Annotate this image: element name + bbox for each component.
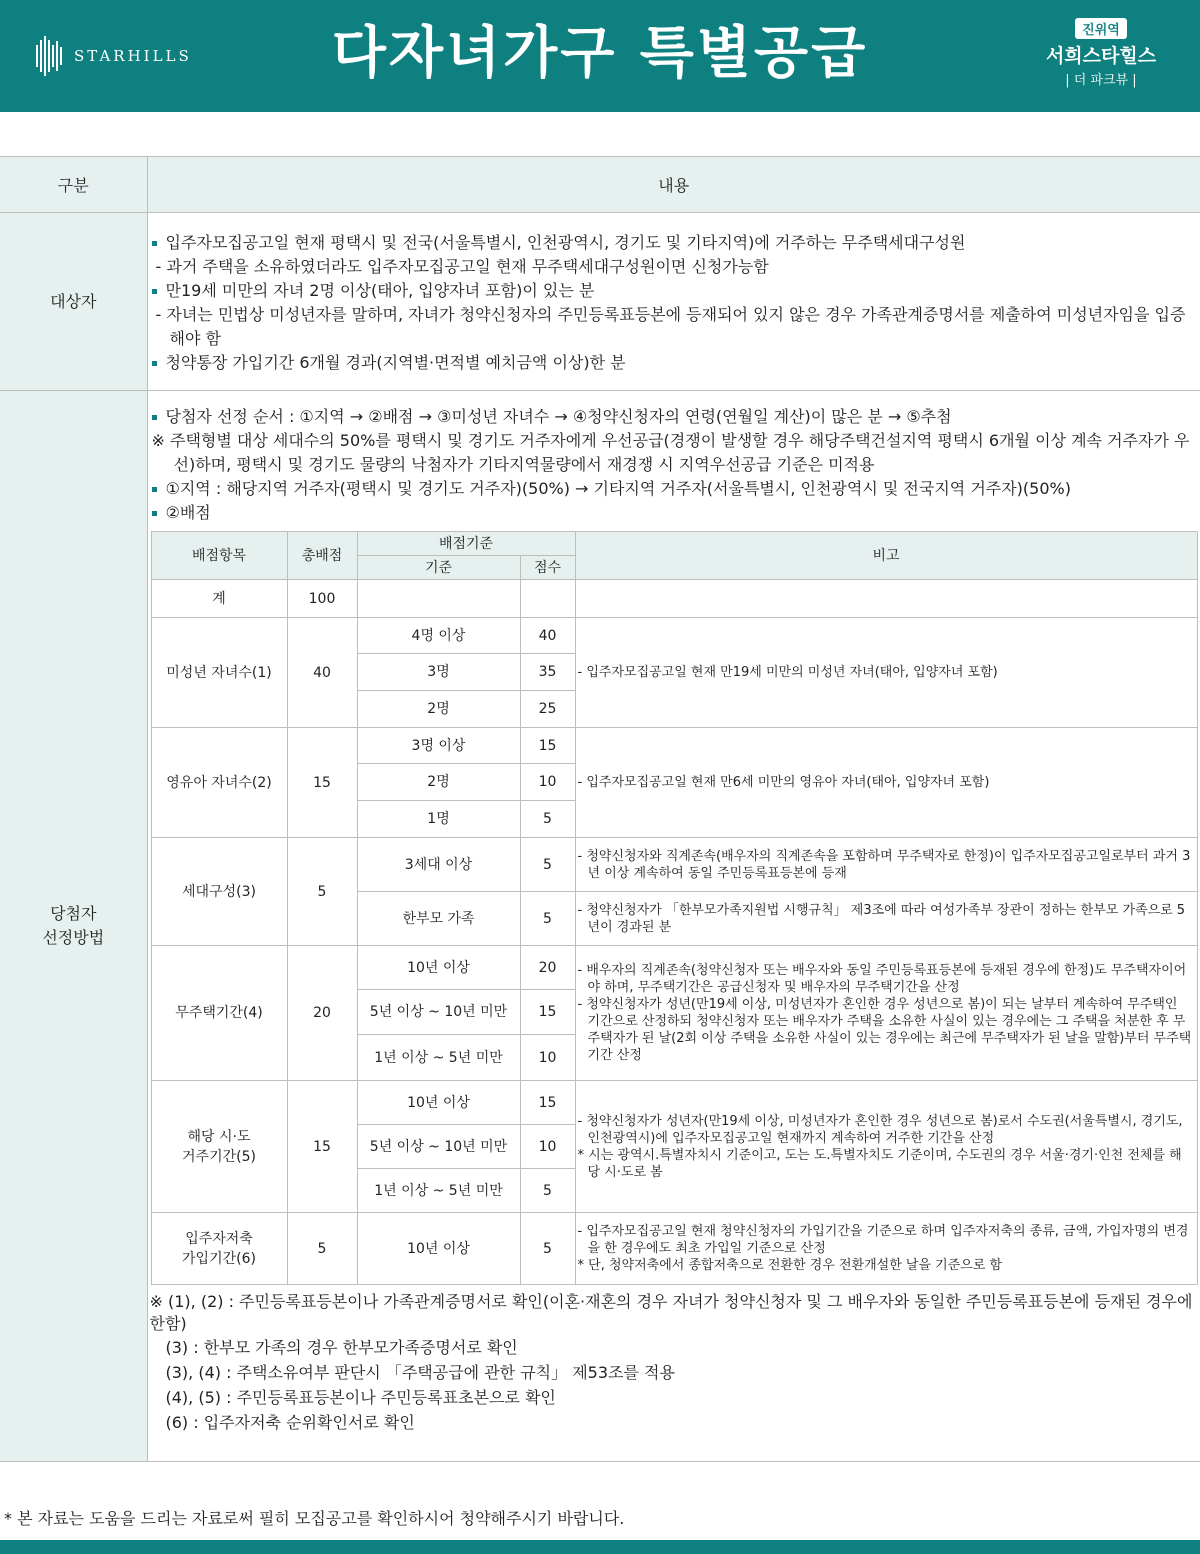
selection-label: 당첨자 선정방법	[0, 391, 147, 1462]
target-line: 만19세 미만의 자녀 2명 이상(태아, 입양자녀 포함)이 있는 분	[148, 279, 1200, 303]
score-criteria: 5년 이상 ~ 10년 미만	[357, 1125, 520, 1169]
score-total: 15	[287, 1081, 357, 1213]
target-line: 청약통장 가입기간 6개월 경과(지역별·면적별 예치금액 이상)한 분	[148, 351, 1200, 375]
score-total: 5	[287, 1213, 357, 1285]
footer-note: * 본 자료는 도움을 드리는 자료로써 필히 모집공고를 확인하시어 청약해주시기 바랍니다.	[4, 1509, 625, 1528]
score-header-criteria: 기준	[357, 556, 520, 580]
selection-notes	[148, 1291, 1200, 1435]
score-value: 35	[520, 654, 575, 691]
score-criteria: 10년 이상	[357, 946, 520, 990]
score-value: 5	[520, 838, 575, 892]
brand-block	[1026, 18, 1176, 88]
score-remark: - 청약신청자와 직계존속(배우자의 직계존속을 포함하며 무주택자로 한정)이 입주자모집공고일로부터 과거 3년 이상 계속하여 동일 주민등록표등본에 등재	[575, 838, 1197, 892]
score-header-total: 총배점	[287, 532, 357, 580]
score-value: 5	[520, 1169, 575, 1213]
score-criteria: 한부모 가족	[357, 892, 520, 946]
selection-note: ※ 주택형별 대상 세대수의 50%를 평택시 및 경기도 거주자에게 우선공급(경쟁이 발생할 경우 해당주택건설지역 평택시 6개월 이상 계속 거주자가 우선)하며, 평택시 및 경기도 물량의 낙첨자가 기타지역물량에서 재경쟁 시 지역우선공급 기준은 미적용	[151, 431, 1190, 474]
score-remark: - 입주자모집공고일 현재 만19세 미만의 미성년 자녀(태아, 입양자녀 포함)	[575, 618, 1197, 728]
score-criteria: 2명	[357, 764, 520, 801]
selection-content	[147, 391, 1200, 1462]
selection-note: ※ (1), (2) : 주민등록표등본이나 가족관계증명서로 확인(이혼·재혼의 경우 자녀가 청약신청자 및 그 배우자와 동일한 주민등록표등본에 등재된 경우에 한함)	[149, 1292, 1193, 1333]
score-item: 미성년 자녀수(1)	[151, 618, 287, 728]
logo-text: STARHILLS	[74, 47, 192, 65]
score-value: 40	[520, 618, 575, 654]
score-total: 5	[287, 838, 357, 946]
col-header-content: 내용	[147, 157, 1200, 213]
total-row-item: 계	[151, 580, 287, 618]
score-item: 해당 시·도 거주기간(5)	[151, 1081, 287, 1213]
station-badge: 진위역	[1075, 18, 1127, 39]
score-criteria: 5년 이상 ~ 10년 미만	[357, 990, 520, 1035]
score-value: 10	[520, 1035, 575, 1081]
score-criteria: 1년 이상 ~ 5년 미만	[357, 1035, 520, 1081]
score-value: 5	[520, 892, 575, 946]
score-value: 15	[520, 728, 575, 764]
selection-note: (4), (5) : 주민등록표등본이나 주민등록표초본으로 확인	[165, 1388, 556, 1407]
score-remark: - 입주자모집공고일 현재 만6세 미만의 영유아 자녀(태아, 입양자녀 포함)	[575, 728, 1197, 838]
score-value: 10	[520, 764, 575, 801]
score-criteria: 1년 이상 ~ 5년 미만	[357, 1169, 520, 1213]
target-label: 대상자	[0, 213, 147, 391]
target-line: 입주자모집공고일 현재 평택시 및 전국(서울특별시, 인천광역시, 경기도 및 기타지역)에 거주하는 무주택세대구성원	[148, 231, 1200, 255]
score-criteria: 3세대 이상	[357, 838, 520, 892]
score-item: 무주택기간(4)	[151, 946, 287, 1081]
score-value: 15	[520, 1081, 575, 1125]
score-header-criteria-group: 배점기준	[357, 532, 575, 556]
score-remark: - 배우자의 직계존속(청약신청자 또는 배우자와 동일 주민등록표등본에 등재된 경우에 한정)도 무주택자이어야 하며, 무주택기간은 공급신청자 및 배우자의 무주택기간을 산정 - 청약신청자가 성년(만19세 이상, 미성년자가 혼인한 경우 성년으로 봄)이 되는 날부터 계속하여 무주택인 기간으로 산정하되 청약신청자 또는 배우자가 주택을 소유한 사실이 있는 경우에는 그 주택을 처분한 후 무주택자가 된 날(2회 이상 주택을 소유한 사실이 있는 경우에는 최근에 무주택자가 된 날을 말함)부터 무주택 기간 산정	[575, 946, 1197, 1081]
score-total: 40	[287, 618, 357, 728]
target-line: - 과거 주택을 소유하였더라도 입주자모집공고일 현재 무주택세대구성원이면 신청가능함	[155, 257, 769, 276]
score-criteria: 2명	[357, 691, 520, 728]
score-remark: - 청약신청자가 「한부모가족지원법 시행규칙」 제3조에 따라 여성가족부 장관이 정하는 한부모 가족으로 5년이 경과된 분	[575, 892, 1197, 946]
bottom-bar	[0, 1540, 1200, 1554]
brand-subtitle: | 더 파크뷰 |	[1065, 73, 1137, 88]
score-item: 영유아 자녀수(2)	[151, 728, 287, 838]
score-value: 25	[520, 691, 575, 728]
selection-note: (3), (4) : 주택소유여부 판단시 「주택공급에 관한 규칙」 제53조를 적용	[165, 1363, 675, 1382]
selection-line: ②배점	[148, 501, 1200, 525]
selection-note: (6) : 입주자저축 순위확인서로 확인	[165, 1413, 415, 1432]
score-value: 15	[520, 990, 575, 1035]
selection-line: 당첨자 선정 순서 : ①지역 → ②배점 → ③미성년 자녀수 → ④청약신청자의 연령(연월일 계산)이 많은 분 → ⑤추첨	[148, 405, 1200, 429]
score-header-score: 점수	[520, 556, 575, 580]
score-total: 20	[287, 946, 357, 1081]
target-line: - 자녀는 민법상 미성년자를 말하며, 자녀가 청약신청자의 주민등록표등본에 등재되어 있지 않은 경우 가족관계증명서를 제출하여 미성년자임을 입증해야 함	[155, 305, 1186, 348]
score-value: 20	[520, 946, 575, 990]
score-criteria: 10년 이상	[357, 1081, 520, 1125]
header-banner	[0, 0, 1200, 112]
score-criteria: 10년 이상	[357, 1213, 520, 1285]
score-criteria: 4명 이상	[357, 618, 520, 654]
score-item: 세대구성(3)	[151, 838, 287, 946]
selection-note: (3) : 한부모 가족의 경우 한부모가족증명서로 확인	[165, 1338, 518, 1357]
score-header-remark: 비고	[575, 532, 1197, 580]
score-item: 입주자저축 가입기간(6)	[151, 1213, 287, 1285]
score-value: 5	[520, 1213, 575, 1285]
score-value: 10	[520, 1125, 575, 1169]
score-total: 15	[287, 728, 357, 838]
total-row-total: 100	[287, 580, 357, 618]
target-content	[147, 213, 1200, 391]
score-remark: - 입주자모집공고일 현재 청약신청자의 가입기간을 기준으로 하며 입주자저축의 종류, 금액, 가입자명의 변경을 한 경우에도 최초 가입일 기준으로 산정 * 단, 청약저축에서 종합저축으로 전환한 경우 전환개설한 날을 기준으로 함	[575, 1213, 1197, 1285]
score-remark: - 청약신청자가 성년자(만19세 이상, 미성년자가 혼인한 경우 성년으로 봄)로서 수도권(서울특별시, 경기도, 인천광역시)에 입주자모집공고일 현재까지 계속하여 거주한 기간을 산정 * 시는 광역시.특별자치시 기준이고, 도는 도.특별자치도 기준이며, 수도권의 경우 서울·경기·인천 전체를 해당 시·도로 봄	[575, 1081, 1197, 1213]
score-criteria: 1명	[357, 801, 520, 838]
brand-name: 서희스타힐스	[1045, 45, 1157, 67]
score-table	[151, 531, 1198, 1285]
score-criteria: 3명	[357, 654, 520, 691]
score-value: 5	[520, 801, 575, 838]
page-title: 다자녀가구 특별공급	[331, 21, 869, 86]
score-header-item: 배점항목	[151, 532, 287, 580]
selection-line: ①지역 : 해당지역 거주자(평택시 및 경기도 거주자)(50%) → 기타지역 거주자(서울특별시, 인천광역시 및 전국지역 거주자)(50%)	[148, 477, 1200, 501]
score-criteria: 3명 이상	[357, 728, 520, 764]
special-supply-table	[0, 156, 1200, 1462]
col-header-category: 구분	[0, 157, 147, 213]
